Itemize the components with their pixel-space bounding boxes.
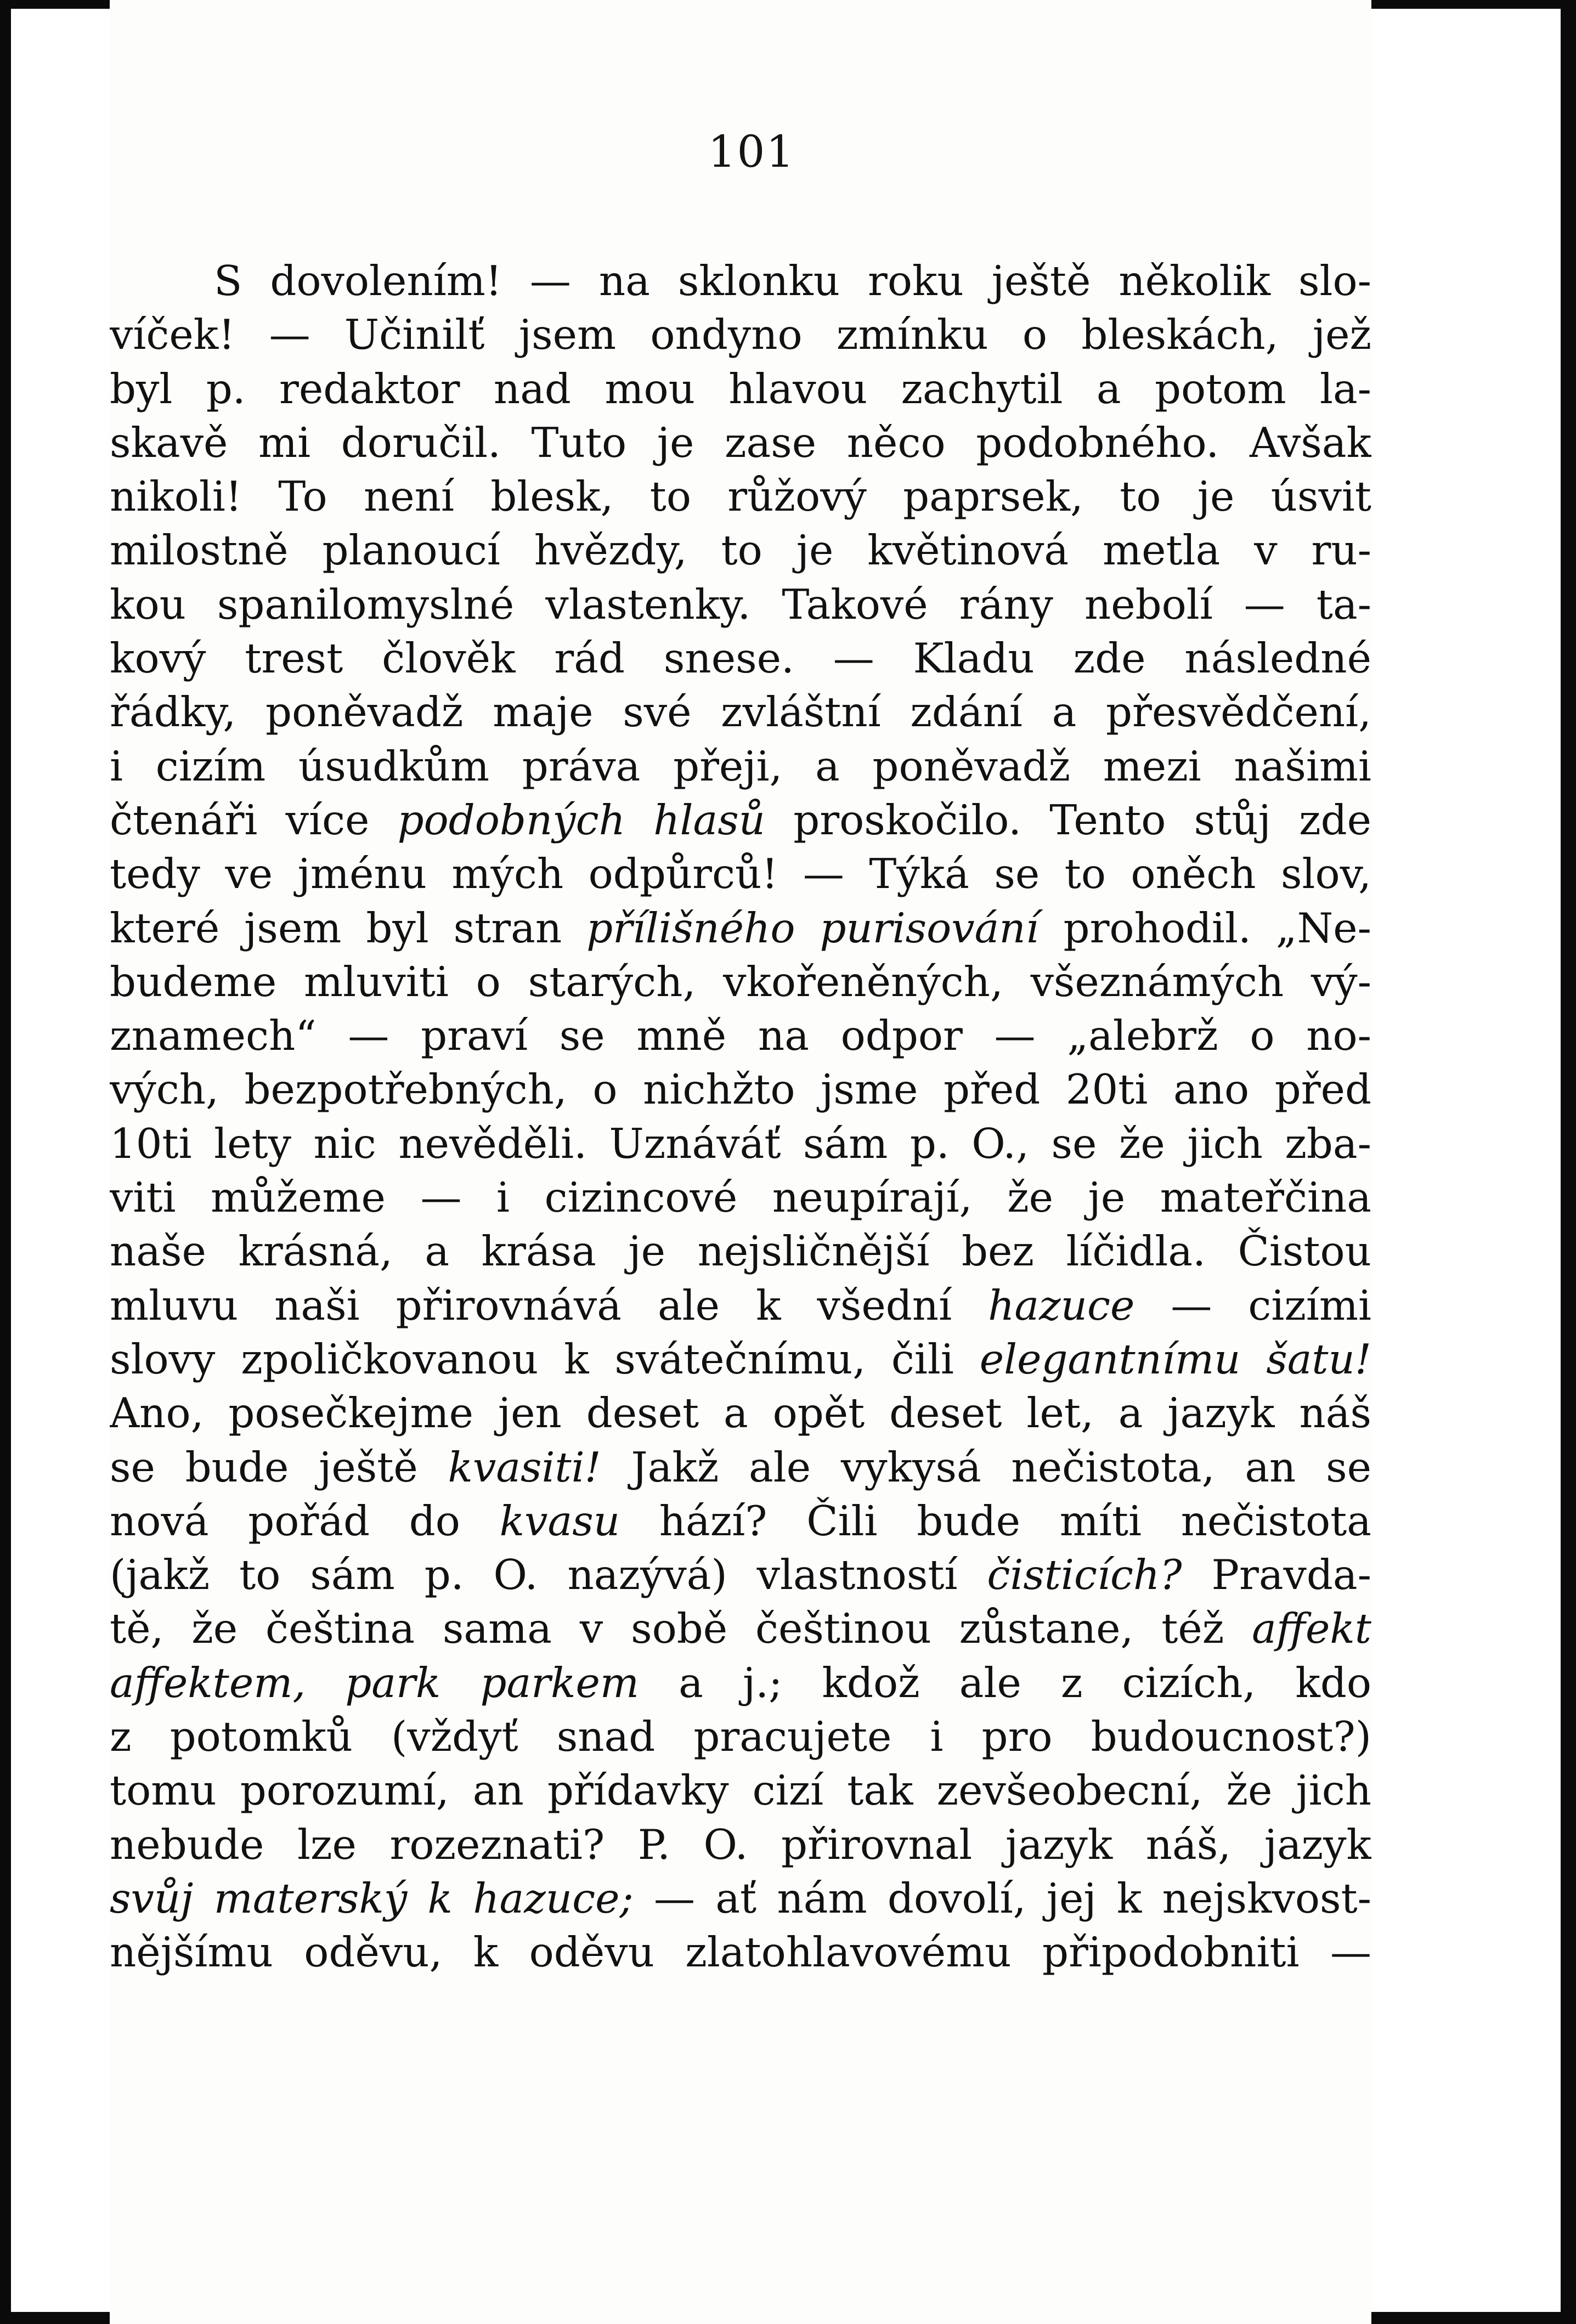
text-line xyxy=(110,1279,1371,1332)
text-segment: i cizím úsudkům práva přeji, a poněvadž mezi našimi xyxy=(110,742,1371,790)
text-segment: znamech“ — praví se mně na odpor — „alebrž o no- xyxy=(110,1011,1371,1060)
text-segment: Ano, posečkejme jen deset a opět deset let, a jazyk náš xyxy=(110,1389,1371,1438)
text-line xyxy=(110,254,1371,308)
text-line xyxy=(110,739,1371,793)
text-segment: 10ti lety nic nevěděli. Uznáváť sám p. O., se že jich zba- xyxy=(110,1119,1371,1168)
text-segment: řádky, poněvadž maje své zvláštní zdání a přesvědčení, xyxy=(110,688,1371,737)
body-text xyxy=(110,254,1371,1980)
text-line xyxy=(110,362,1371,416)
text-line xyxy=(110,685,1371,739)
text-line xyxy=(110,1871,1371,1925)
text-line xyxy=(110,1763,1371,1817)
text-line xyxy=(110,1332,1371,1386)
text-segment: které jsem byl stran xyxy=(110,903,587,952)
text-line xyxy=(110,1440,1371,1494)
text-segment: hází? Čili bude míti nečistota xyxy=(620,1496,1371,1545)
text-line xyxy=(110,1009,1371,1062)
text-segment: nebude lze rozeznati? P. O. přirovnal jazyk náš, jazyk xyxy=(110,1820,1371,1869)
text-segment: tě, že čeština sama v sobě češtinou zůstane, též xyxy=(110,1604,1252,1653)
text-segment: čtenáři více xyxy=(110,795,398,844)
text-segment: Pravda- xyxy=(1182,1551,1371,1599)
text-line xyxy=(110,308,1371,361)
text-segment: z potomků (vždyť snad pracujete i pro budoucnost?) xyxy=(110,1712,1371,1761)
text-segment: nikoli! To není blesk, to růžový paprsek, to je úsvit xyxy=(110,472,1371,521)
text-segment: — cizími xyxy=(1134,1281,1371,1330)
text-line xyxy=(110,1171,1371,1224)
text-line xyxy=(110,1494,1371,1548)
text-line xyxy=(110,847,1371,901)
italic-text: kvasiti! xyxy=(448,1443,601,1491)
text-segment: prohodil. „Ne- xyxy=(1038,903,1371,952)
italic-text: svůj materský k hazuce; xyxy=(110,1874,634,1922)
text-line xyxy=(110,1710,1371,1763)
text-segment: milostně planoucí hvězdy, to je květinová metla v ru- xyxy=(110,526,1371,575)
text-segment: — ať nám dovolí, jej k nejskvost- xyxy=(633,1874,1371,1922)
text-segment: naše krásná, a krása je nejsličnější bez líčidla. Čistou xyxy=(110,1227,1371,1276)
italic-text: hazuce xyxy=(988,1281,1135,1330)
text-segment: nová pořád do xyxy=(110,1496,500,1545)
text-line xyxy=(110,1224,1371,1278)
italic-text: čisticích? xyxy=(987,1551,1182,1599)
text-line xyxy=(110,1602,1371,1655)
text-line xyxy=(110,470,1371,523)
text-line xyxy=(110,1062,1371,1116)
book-page xyxy=(110,0,1371,2324)
text-segment: slovy zpoličkovanou k svátečnímu, čili xyxy=(110,1335,980,1383)
text-segment: (jakž to sám p. O. nazývá) vlastností xyxy=(110,1551,987,1599)
text-line xyxy=(110,1117,1371,1171)
text-line xyxy=(110,1925,1371,1979)
text-line xyxy=(110,523,1371,577)
text-segment: skavě mi doručil. Tuto je zase něco podobného. Avšak xyxy=(110,418,1371,467)
text-line xyxy=(110,901,1371,955)
text-segment: S dovolením! — na sklonku roku ještě několik slo- xyxy=(214,257,1371,305)
text-segment: budeme mluviti o starých, vkořeněných, všeznámých vý- xyxy=(110,957,1371,1006)
text-segment: se bude ještě xyxy=(110,1443,448,1491)
text-line xyxy=(110,1818,1371,1871)
text-segment: a j.; kdož ale z cizích, kdo xyxy=(639,1658,1371,1707)
text-line xyxy=(110,631,1371,685)
text-line xyxy=(110,793,1371,847)
italic-text: affekt xyxy=(1252,1604,1371,1653)
text-line xyxy=(110,1656,1371,1710)
text-line xyxy=(110,416,1371,470)
italic-text: elegantnímu šatu! xyxy=(979,1335,1371,1383)
italic-text: affektem, park parkem xyxy=(110,1658,639,1707)
text-segment: tomu porozumí, an přídavky cizí tak zevšeobecní, že jich xyxy=(110,1766,1371,1815)
text-segment: proskočilo. Tento stůj zde xyxy=(765,795,1371,844)
text-segment: viti můžeme — i cizincové neupírají, že je mateřčina xyxy=(110,1173,1371,1222)
text-segment: víček! — Učinilť jsem ondyno zmínku o bleskách, jež xyxy=(110,310,1371,359)
page-number: 101 xyxy=(708,126,795,177)
text-line xyxy=(110,1548,1371,1602)
italic-text: podobných hlasů xyxy=(397,795,765,844)
italic-text: kvasu xyxy=(499,1496,620,1545)
text-segment: byl p. redaktor nad mou hlavou zachytil a potom la- xyxy=(110,364,1371,413)
text-segment: mluvu naši přirovnává ale k všední xyxy=(110,1281,988,1330)
text-segment: kový trest člověk rád snese. — Kladu zde následné xyxy=(110,634,1371,683)
text-segment: nějšímu oděvu, k oděvu zlatohlavovému připodobniti — xyxy=(110,1928,1371,1977)
text-segment: Jakž ale vykysá nečistota, an se xyxy=(601,1443,1371,1491)
text-line xyxy=(110,955,1371,1009)
italic-text: přílišného purisování xyxy=(586,903,1039,952)
text-segment: kou spanilomyslné vlastenky. Takové rány nebolí — ta- xyxy=(110,580,1371,629)
text-line xyxy=(110,578,1371,631)
text-segment: vých, bezpotřebných, o nichžto jsme před 20ti ano před xyxy=(110,1065,1371,1114)
text-segment: tedy ve jménu mých odpůrců! — Týká se to oněch slov, xyxy=(110,850,1371,898)
text-line xyxy=(110,1386,1371,1440)
